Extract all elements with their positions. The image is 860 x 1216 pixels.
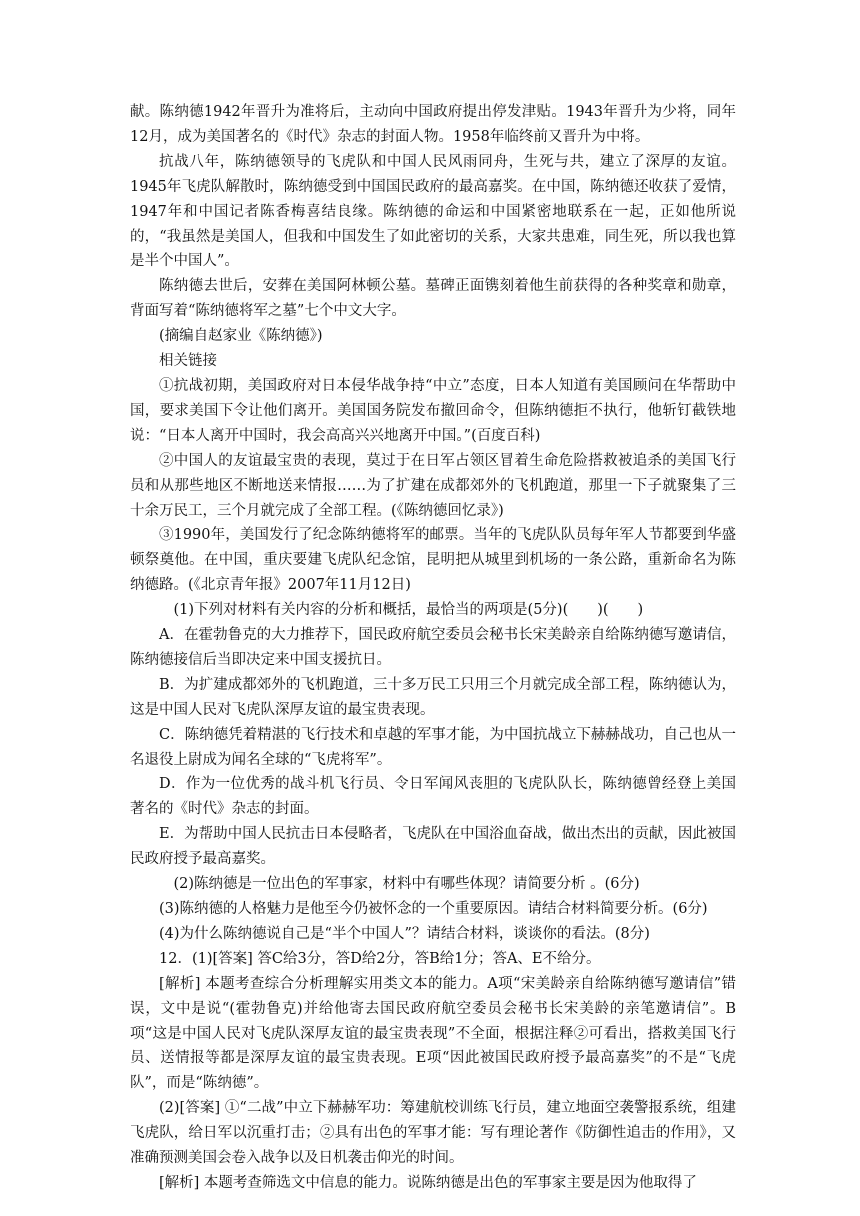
question-1: (1)下列对材料有关内容的分析和概括，最恰当的两项是(5分)( )( ) — [173, 602, 644, 619]
question-2: (2)陈纳德是一位出色的军事家，材料中有哪些体现？请简要分析 。(6分) — [173, 876, 640, 893]
answer-2: (2)[答案] ①“二战”中立下赫赫军功：筹建航校训练飞行员，建立地面空袭警报系统，组建飞虎队，给日军以沉重打击；②具有出色的军事才能：写有理论著作《防御性追击的作用》，又准确预测美国会卷入战争以及日机袭击仰光的时间。 — [130, 1100, 736, 1167]
analysis-1: [解析] 本题考查综合分析理解实用类文本的能力。A项“宋美龄亲自给陈纳德写邀请信”错误，文中是说“(霍勃鲁克)并给他寄去国民政府航空委员会秘书长宋美龄的亲笔邀请信”。B项“这是中国人民对飞虎队深厚友谊的最宝贵表现”不全面，根据注释②可看出，搭救美国飞行员、送情报等都是深厚友谊的最宝贵表现。E项“因此被国民政府授予最高嘉奖”的不是“飞虎队”，而是“陈纳德”。 — [130, 975, 736, 1092]
paragraph: 献。陈纳德1942年晋升为准将后，主动向中国政府提出停发津贴。1943年晋升为少将，同年12月，成为美国著名的《时代》杂志的封面人物。1958年临终前又晋升为中将。 — [130, 104, 736, 145]
option-a: A．在霍勃鲁克的大力推荐下，国民政府航空委员会秘书长宋美龄亲自给陈纳德写邀请信，陈纳德接信后当即决定来中国支援抗日。 — [130, 627, 736, 668]
question-4: (4)为什么陈纳德说自己是“半个中国人”？请结合材料，谈谈你的看法。(8分) — [159, 925, 650, 942]
option-e: E．为帮助中国人民抗击日本侵略者，飞虎队在中国浴血奋战，做出杰出的贡献，因此被国民政府授予最高嘉奖。 — [130, 826, 736, 868]
option-d: D．作为一位优秀的战斗机飞行员、令日军闻风丧胆的飞虎队队长，陈纳德曾经登上美国著名的《时代》杂志的封面。 — [130, 776, 736, 818]
option-b: B．为扩建成都郊外的飞机跑道，三十多万民工只用三个月就完成全部工程，陈纳德认为，这是中国人民对飞虎队深厚友谊的最宝贵表现。 — [130, 676, 736, 718]
option-c: C．陈纳德凭着精湛的飞行技术和卓越的军事才能，为中国抗战立下赫赫战功，自己也从一名退役上尉成为闻名全球的“飞虎将军”。 — [130, 726, 736, 768]
analysis-2: [解析] 本题考查筛选文中信息的能力。说陈纳德是出色的军事家主要是因为他取得了 — [159, 1174, 697, 1191]
related-link-1: ①抗战初期，美国政府对日本侵华战争持“中立”态度，日本人知道有美国顾问在华帮助中国，要求美国下令让他们离开。美国国务院发布撤回命令，但陈纳德拒不执行，他斩钉截铁地说：“日本人离开中国时，我会高高兴兴地离开中国。”(百度百科) — [130, 377, 736, 444]
paragraph: 陈纳德去世后，安葬在美国阿林顿公墓。墓碑正面镌刻着他生前获得的各种奖章和勋章，背面写着“陈纳德将军之墓”七个中文大字。 — [130, 278, 736, 320]
document-body — [130, 100, 736, 1196]
question-3: (3)陈纳德的人格魅力是他至今仍被怀念的一个重要原因。请结合材料简要分析。(6分) — [159, 901, 708, 917]
section-heading: 相关链接 — [159, 353, 217, 370]
related-link-2: ②中国人的友谊最宝贵的表现，莫过于在日军占领区冒着生命危险搭救被追杀的美国飞行员和从那些地区不断地送来情报……为了扩建在成都郊外的飞机跑道，那里一下子就聚集了三十余万民工，三个月就完成了全部工程。(《陈纳德回忆录》) — [130, 452, 736, 519]
answer-1: 12．(1)[答案] 答C给3分，答D给2分，答B给1分；答A、E不给分。 — [159, 950, 601, 967]
source-citation: (摘编自赵家业《陈纳德》) — [159, 328, 323, 345]
related-link-3: ③1990年，美国发行了纪念陈纳德将军的邮票。当年的飞虎队队员每年军人节都要到华盛顿祭奠他。在中国，重庆要建飞虎队纪念馆，昆明把从城里到机场的一条公路，重新命名为陈纳德路。(《北京青年报》2007年11月12日) — [130, 527, 736, 594]
paragraph: 抗战八年，陈纳德领导的飞虎队和中国人民风雨同舟，生死与共，建立了深厚的友谊。1945年飞虎队解散时，陈纳德受到中国国民政府的最高嘉奖。在中国，陈纳德还收获了爱情，1947年和中国记者陈香梅喜结良缘。陈纳德的命运和中国紧密地联系在一起，正如他所说的，“我虽然是美国人，但我和中国发生了如此密切的关系，大家共患难，同生死，所以我也算是半个中国人”。 — [130, 153, 736, 270]
